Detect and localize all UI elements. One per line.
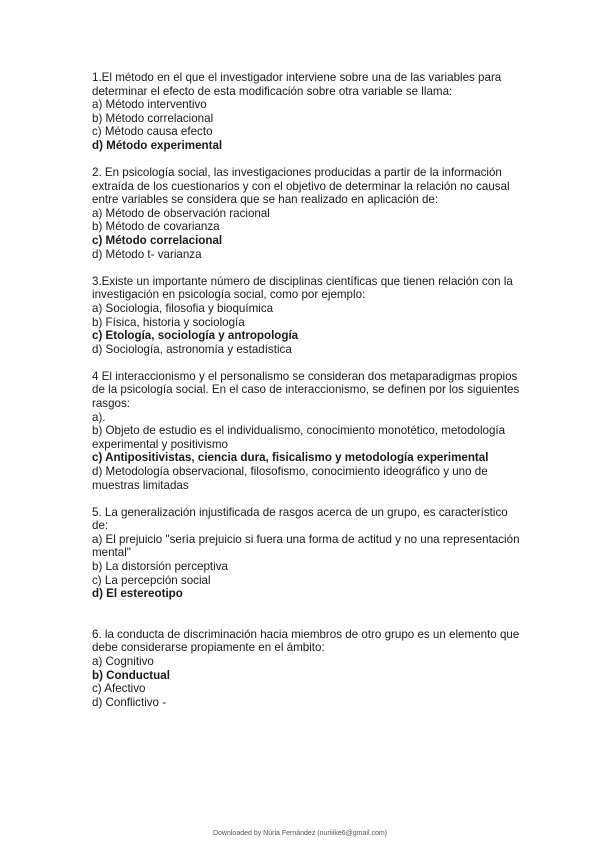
- question-text: 3.Existe un importante número de disciplinas científicas que tienen relación con la investigación en psicología social, como por ejemplo:: [92, 274, 513, 302]
- question-text: 5. La generalización injustificada de rasgos acerca de un grupo, es característico de:: [92, 505, 508, 533]
- question-text: 1.El método en el que el investigador interviene sobre una de las variables para determinar el efecto de esta modificación sobre otra variable se llama:: [92, 71, 502, 98]
- option-c: c) Afectivo: [92, 682, 146, 696]
- option-b: b) Método correlacional: [92, 111, 214, 125]
- question-3: [92, 275, 552, 357]
- question-2: [92, 166, 552, 261]
- option-d: d) El estereotipo: [92, 587, 183, 601]
- option-d: d) Método t- varianza: [92, 247, 202, 261]
- option-a: a) Cognitivo: [92, 654, 154, 668]
- option-c: c) La percepción social: [92, 573, 211, 587]
- option-b: b) Objeto de estudio es el individualismo, conocimiento monotético, metodología experimental y positivismo: [92, 424, 506, 451]
- option-d: d) Método experimental: [92, 138, 223, 152]
- option-b: b) Conductual: [92, 668, 170, 682]
- question-1: [92, 71, 552, 153]
- option-c: c) Antipositivistas, ciencia dura, fisicalismo y metodología experimental: [92, 451, 489, 465]
- question-5: [92, 506, 552, 601]
- question-list: [92, 71, 552, 723]
- option-c: c) Método causa efecto: [92, 125, 213, 139]
- option-b: b) Método de covarianza: [92, 220, 220, 234]
- option-d: d) Conflictivo -: [92, 695, 167, 709]
- question-text: 6. la conducta de discriminación hacia miembros de otro grupo es un elemento que debe considerarse propiamente en el ámbito:: [92, 627, 520, 655]
- download-footer: Downloaded by Núria Fernández (nuriiike6@gmail.com): [212, 830, 387, 837]
- option-a: a) Sociologia, filosofia y bioquímica: [92, 301, 274, 315]
- question-text: 4 El interaccionismo y el personalismo se consideran dos metaparadigmas propios de la psicología social. En el caso de interaccionismo, se definen por los siguientes rasgos:: [92, 369, 520, 410]
- option-b: b) La distorsión perceptiva: [92, 560, 228, 573]
- question-6: [92, 628, 552, 710]
- option-a: a).: [92, 410, 106, 424]
- question-text: 2. En psicología social, las investigaciones producidas a partir de la información extraída de los cuestionarios y con el objetivo de determinar la relación no causal entre variables se considera que se han realizado en aplicación de:: [92, 166, 510, 207]
- option-d: d) Metodología observacional, filosofismo, conocimiento ideográfico y uno de muestras limitadas: [92, 464, 488, 492]
- option-c: c) Etología, sociología y antropología: [92, 329, 299, 343]
- option-a: a) Método interventivo: [92, 98, 207, 112]
- option-a: a) Método de observación racional: [92, 206, 270, 220]
- option-a: a) El prejuicio "sería prejuicio si fuera una forma de actitud y no una representación mental": [92, 532, 520, 560]
- question-4: [92, 370, 552, 492]
- option-b: b) Física, historia y sociología: [92, 315, 245, 329]
- option-c: c) Método correlacional: [92, 234, 223, 248]
- option-d: d) Sociología, astronomía y estadística: [92, 342, 292, 356]
